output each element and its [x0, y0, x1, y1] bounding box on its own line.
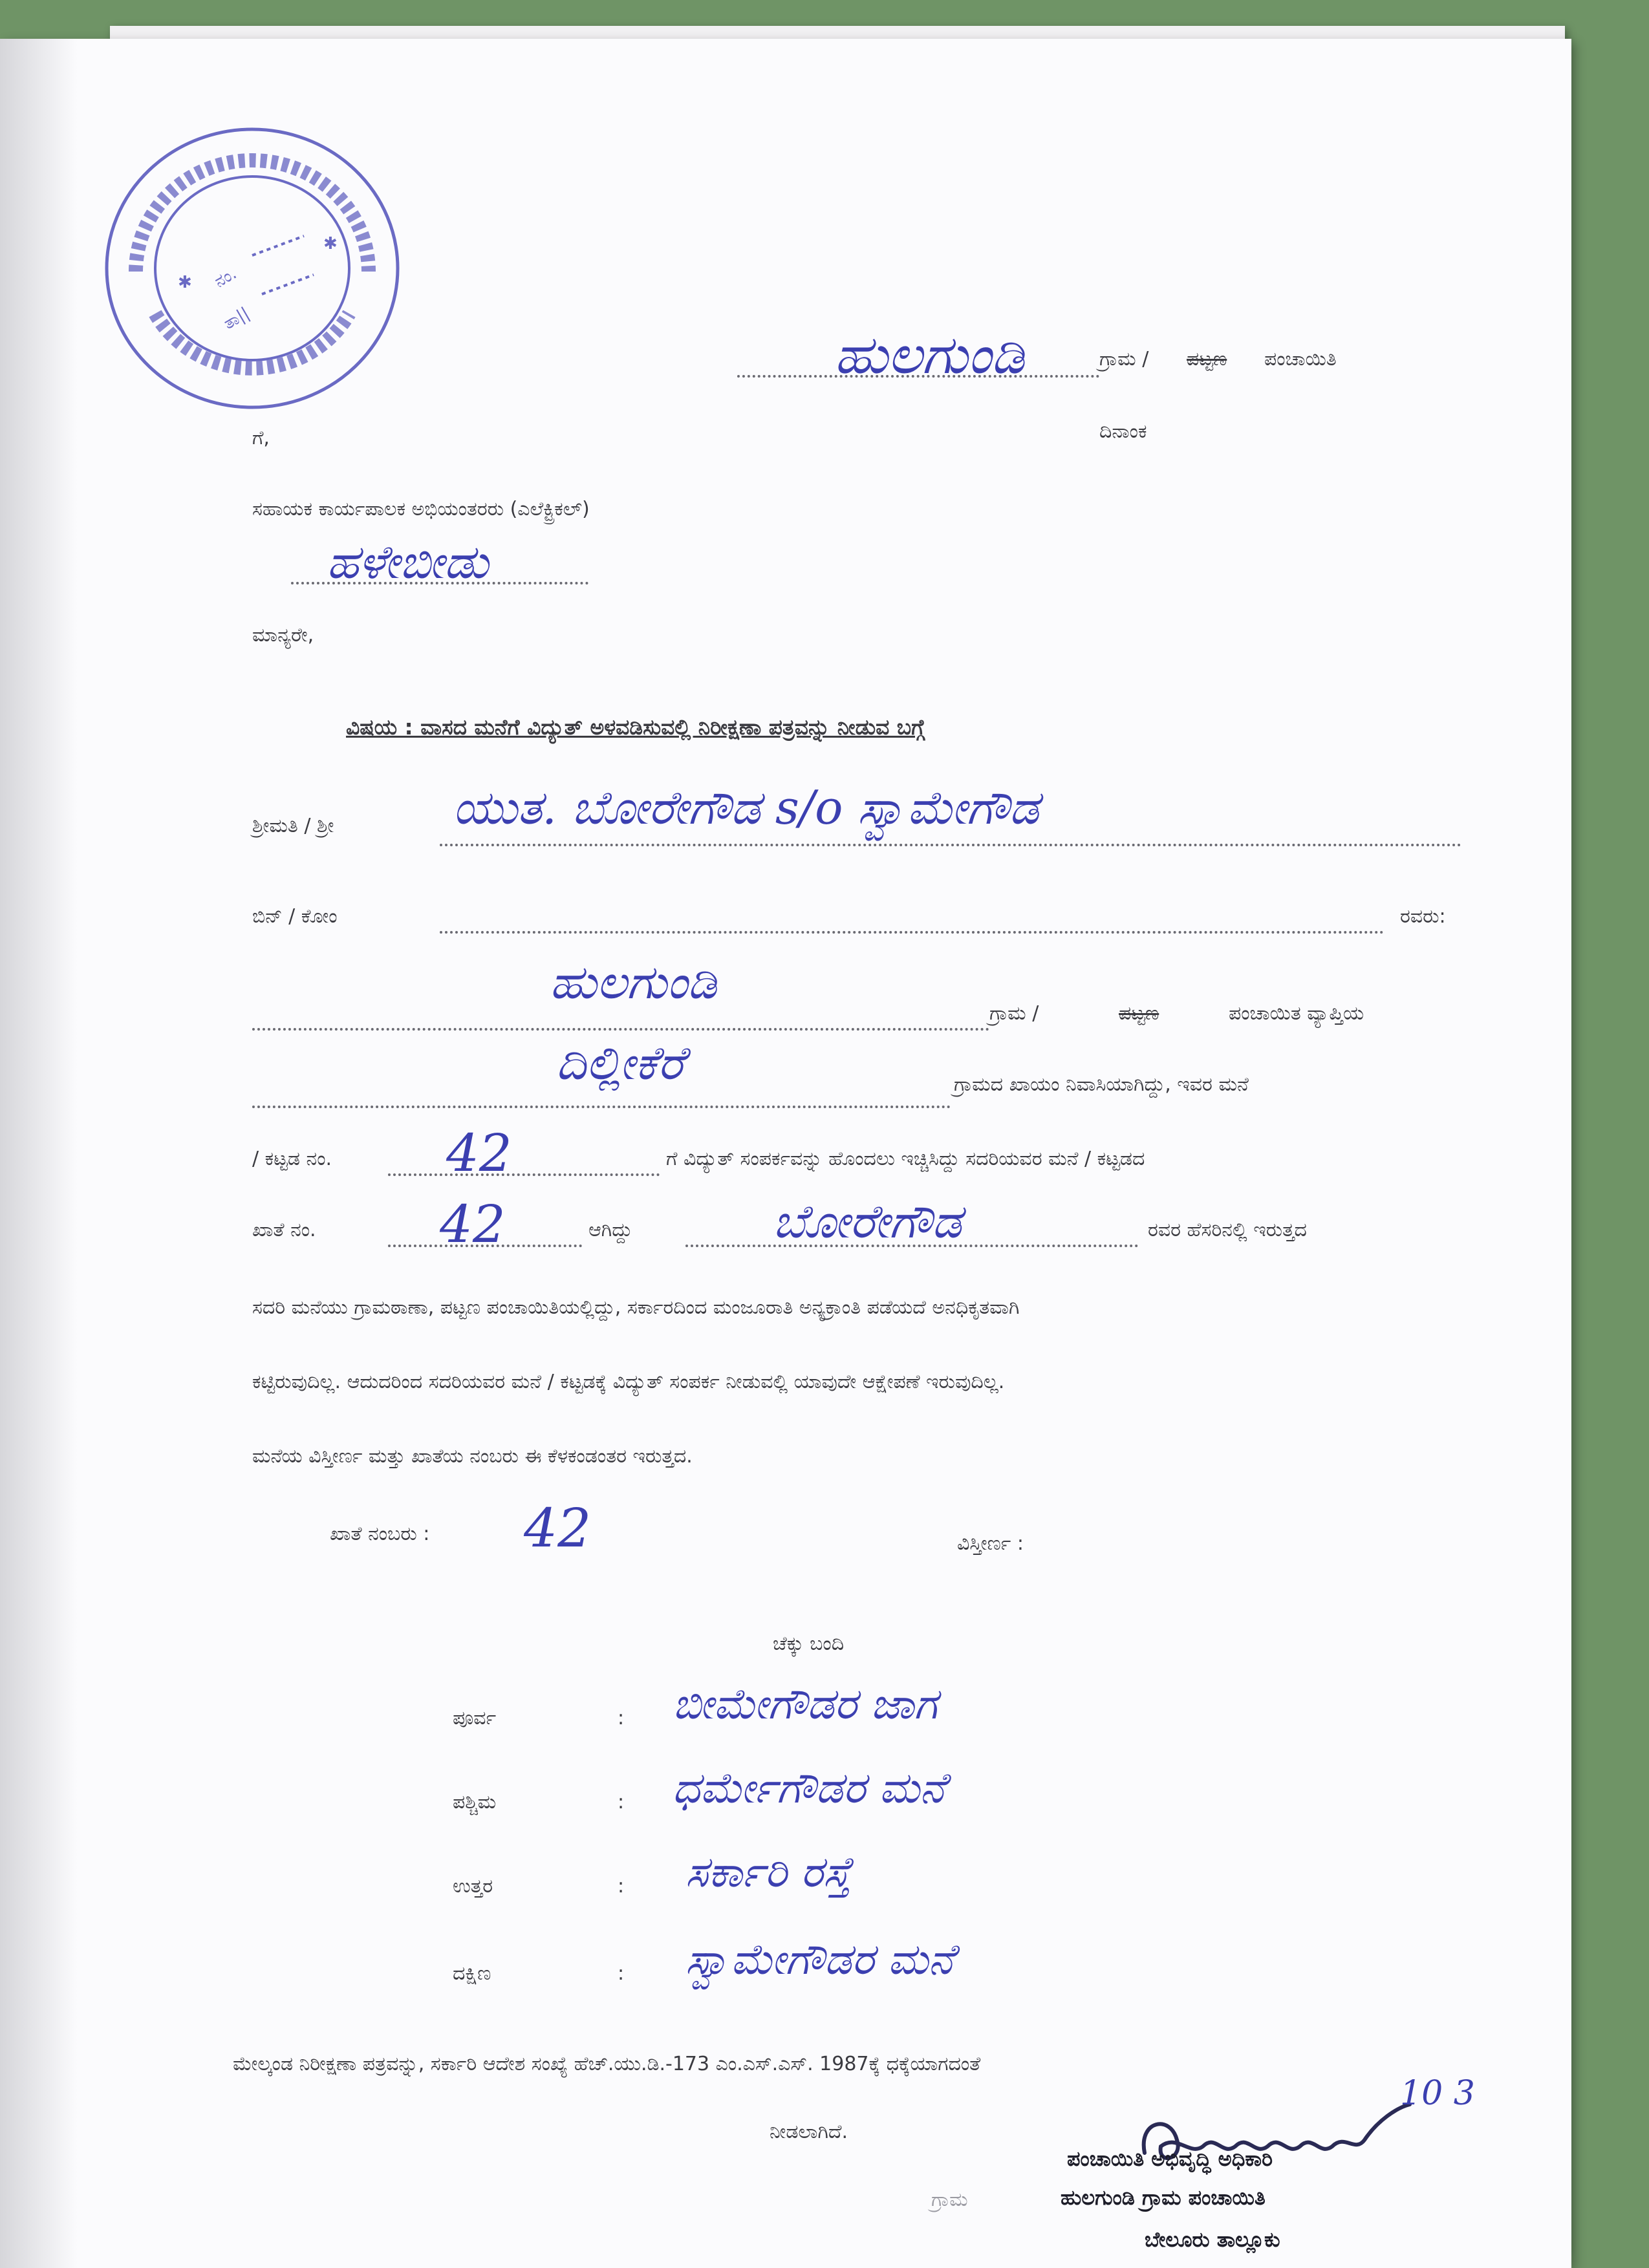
- village-handwritten: ಹುಲಗುಂಡಿ: [834, 325, 1025, 386]
- addressee-title: ಸಹಾಯಕ ಕಾರ್ಯಪಾಲಕ ಅಭಿಯಂತರರು (ಎಲೆಕ್ಟ್ರಿಕಲ್): [252, 498, 590, 520]
- ge-label: ಗೆ,: [252, 427, 270, 449]
- boundary-east-label: ಪೂರ್ವ: [453, 1707, 497, 1729]
- closing-line1: ಮೇಲ್ಕಂಡ ನಿರೀಕ್ಷಣಾ ಪತ್ರವನ್ನು, ಸರ್ಕಾರಿ ಆದೇಶ ಸಂಖ್ಯೆ ಹೆಚ್.ಯು.ಡಿ.-173 ಎಂ.ಎಸ್.ಎಸ್. 1987ಕ್ಕೆ ಧಕ್ಕೆಯಾಗದಂತೆ: [233, 2053, 981, 2075]
- boundary-east-colon: :: [618, 1707, 625, 1729]
- line8-text: ಕಟ್ಟಿರುವುದಿಲ್ಲ. ಆದುದರಿಂದ ಸದರಿಯವರ ಮನೆ / ಕಟ್ಟಡಕ್ಕೆ ವಿದ್ಯುತ್ ಸಂಪರ್ಕ ನೀಡುವಲ್ಲಿ ಯಾವುದೇ ಆಕ್ಷೇಪಣೆ ಇರುವುದಿಲ್ಲ.: [252, 1371, 1005, 1393]
- khate-label: ಖಾತೆ ನಂ.: [252, 1219, 316, 1241]
- boundaries-heading: ಚೆಕ್ಕು ಬಂದಿ: [773, 1632, 845, 1655]
- owner-dotted: [685, 1245, 1138, 1247]
- svg-text:ತಾ||: ತಾ||: [220, 303, 253, 334]
- boundary-west-colon: :: [618, 1791, 625, 1813]
- village-line-handwritten: ಹುಲಗುಂಡಿ: [550, 955, 717, 1009]
- name-dotted-line: [440, 844, 1461, 846]
- vistirna-label: ವಿಸ್ತೀರ್ಣ :: [957, 1532, 1024, 1555]
- panchayati-label: ಪಂಚಾಯಿತಿ: [1264, 348, 1337, 370]
- khate-number-handwritten: 42: [524, 1498, 592, 1559]
- signatory-designation: ಪಂಚಾಯಿತಿ ಅಭಿವೃದ್ಧಿ ಅಧಿಕಾರಿ: [1067, 2146, 1273, 2171]
- agiddu-label: ಆಗಿದ್ದು: [588, 1219, 632, 1241]
- boundary-west-value: ಧರ್ಮೇಗೌಡರ ಮನೆ: [673, 1763, 945, 1813]
- closing-line2: ನೀಡಲಾಗಿದೆ.: [770, 2121, 848, 2143]
- hamlet-dotted-line: [252, 1106, 951, 1108]
- kattada-label: / ಕಟ್ಟಡ ನಂ.: [252, 1148, 332, 1170]
- khata-number-dotted: [388, 1245, 582, 1247]
- bin-kom-dotted-line: [440, 931, 1384, 934]
- boundary-north-value: ಸರ್ಕಾರಿ ರಸ್ತೆ: [685, 1847, 852, 1897]
- addressee-place-handwritten: ಹಳೇಬೀಡು: [327, 535, 489, 589]
- office-seal: [97, 120, 407, 417]
- svg-text:ನಂ.: ನಂ.: [211, 263, 241, 292]
- boundary-east-value: ಬೀಮೇಗೌಡರ ಜಾಗ: [673, 1679, 938, 1729]
- panchayata-vyapti: ಪಂಚಾಯಿತ ವ್ಯಾಪ್ತಿಯ: [1229, 1002, 1364, 1025]
- gramada-text: ಗ್ರಾಮದ ಖಾಯಂ ನಿವಾಸಿಯಾಗಿದ್ದು, ಇವರ ಮನೆ: [954, 1073, 1249, 1096]
- svg-text:✱: ✱: [323, 234, 338, 253]
- document-page: [0, 39, 1571, 2268]
- khate-number-label: ಖಾತೆ ನಂಬರು :: [330, 1523, 430, 1545]
- boundary-west-label: ಪಶ್ಚಿಮ: [453, 1791, 497, 1813]
- ravaru-label: ರವರು:: [1400, 905, 1446, 928]
- dinanka-label: ದಿನಾಂಕ: [1099, 420, 1147, 443]
- boundary-north-label: ಉತ್ತರ: [453, 1875, 493, 1898]
- shrimati-label: ಶ್ರೀಮತಿ / ಶ್ರೀ: [252, 815, 334, 837]
- village-dotted-line: [737, 375, 1099, 378]
- line5-text: ಗೆ ವಿದ್ಯುತ್ ಸಂಪರ್ಕವನ್ನು ಹೊಂದಲು ಇಚ್ಚಿಸಿದ್ದು ಸದರಿಯವರ ಮನೆ / ಕಟ್ಟಡದ: [666, 1148, 1145, 1170]
- handwritten-signature: [1132, 2095, 1423, 2185]
- signatory-taluk: ಬೇಲೂರು ತಾಲ್ಲೂಕು: [1145, 2227, 1280, 2252]
- khata-number-handwritten: 42: [440, 1194, 506, 1254]
- subject-line: ವಿಷಯ : ವಾಸದ ಮನೆಗೆ ವಿದ್ಯುತ್ ಅಳವಡಿಸುವಲ್ಲಿ ನಿರೀಕ್ಷಣಾ ಪತ್ರವನ್ನು ನೀಡುವ ಬಗ್ಗೆ: [346, 714, 925, 740]
- boundary-north-colon: :: [618, 1875, 625, 1898]
- page-spine: [0, 39, 78, 2268]
- line6-text: ರವರ ಹೆಸರಿನಲ್ಲಿ ಇರುತ್ತದ: [1148, 1219, 1307, 1241]
- house-number-dotted: [388, 1173, 660, 1176]
- grama-faint: ಗ್ರಾಮ: [931, 2188, 968, 2211]
- signature-date-handwritten: 10 3: [1400, 2074, 1475, 2113]
- boundary-south-colon: :: [618, 1962, 625, 1985]
- pattana-struck-2: ಪಟ್ಟಣ: [1119, 1002, 1159, 1025]
- boundary-south-label: ದಕ್ಷಿಣ: [453, 1962, 491, 1985]
- hamlet-handwritten: ದಿಲ್ಲೀಕೆರೆ: [556, 1036, 684, 1090]
- line9-text: ಮನೆಯ ವಿಸ್ತೀರ್ಣ ಮತ್ತು ಖಾತೆಯ ನಂಬರು ಈ ಕೆಳಕಂಡಂತರ ಇರುತ್ತದ.: [252, 1445, 693, 1468]
- owner-handwritten: ಬೋರೇಗೌಡ: [773, 1194, 962, 1248]
- village-line-dotted: [252, 1028, 989, 1031]
- house-number-handwritten: 42: [446, 1123, 512, 1183]
- salutation: ಮಾನ್ಯರೇ,: [252, 624, 314, 647]
- grama-label: ಗ್ರಾಮ /: [1099, 348, 1149, 370]
- boundary-south-value: ಸ್ವಾಮೇಗೌಡರ ಮನೆ: [685, 1934, 954, 1984]
- addressee-dotted-line: [291, 582, 588, 584]
- grama-label-2: ಗ್ರಾಮ /: [989, 1002, 1039, 1025]
- pattana-struck: ಪಟ್ಟಣ: [1187, 348, 1227, 370]
- signatory-panchayat: ಹುಲಗುಂಡಿ ಗ್ರಾಮ ಪಂಚಾಯಿತಿ: [1061, 2185, 1266, 2210]
- bin-kom-label: ಬಿನ್ / ಕೋಂ: [252, 905, 338, 928]
- applicant-name-handwritten: ಯುತ. ಬೋರೇಗೌಡ s/o ಸ್ವಾಮೇಗೌಡ: [453, 780, 1039, 835]
- svg-text:✱: ✱: [178, 273, 192, 292]
- line7-text: ಸದರಿ ಮನೆಯು ಗ್ರಾಮಠಾಣಾ, ಪಟ್ಟಣ ಪಂಚಾಯಿತಿಯಲ್ಲಿದ್ದು, ಸರ್ಕಾರದಿಂದ ಮಂಜೂರಾತಿ ಅನ್ಯಕ್ರಾಂತಿ ಪಡೆಯದೆ ಅನಧಿಕೃತವಾಗಿ: [252, 1296, 1020, 1319]
